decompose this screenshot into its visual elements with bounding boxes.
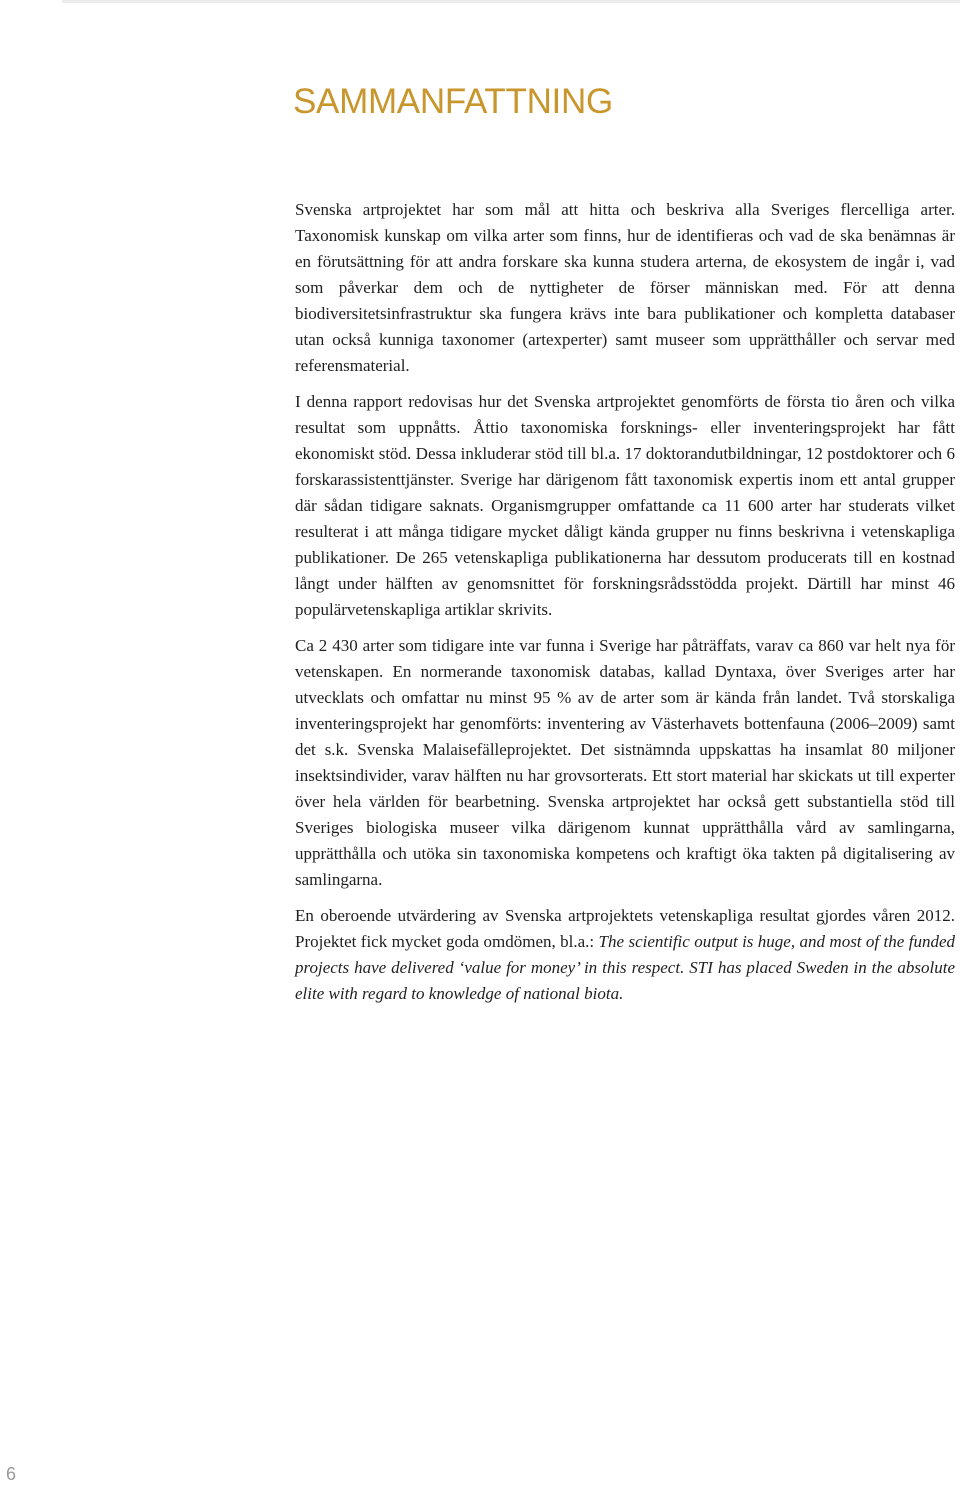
paragraph-4-text: En oberoende utvärdering av Svenska artprojektets vetenskapliga resultat gjordes våren 2012. Projektet fick mycket goda omdömen, bl.a.: [295, 906, 955, 951]
page-number: 6 [6, 1464, 17, 1484]
paragraph-2: I denna rapport redovisas hur det Svenska artprojektet genomförts de första tio åren och vilka resultat som uppnåtts. Åttio taxonomiska forsknings- eller inventeringsprojekt har fått ekonomiskt stöd. Dessa inkluderar stöd till bl.a. 17 doktorandutbildningar, 12 postdoktorer och 6 forskarassistenttjänster. Sverige har därigenom fått taxonomisk expertis inom ett antal grupper där sådan tidigare saknats. Organismgrupper omfattande ca 11 600 arter har studerats vilket resulterat i att många tidigare mycket dåligt kända grupper nu finns beskrivna i vetenskapliga publikationer. De 265 vetenskapliga publikationerna har dessutom producerats till en kostnad långt under hälften av genomsnittet för forskningsrådsstödda projekt. Därtill har minst 46 populärvetenskapliga artiklar skrivits. [295, 392, 955, 619]
paragraph-4 [295, 903, 955, 1007]
paragraph-3: Ca 2 430 arter som tidigare inte var funna i Sverige har påträffats, varav ca 860 var helt nya för vetenskapen. En normerande taxonomisk databas, kallad Dyntaxa, över Sveriges arter har utvecklats och omfattar nu minst 95 % av de arter som är kända från landet. Två storskaliga inventeringsprojekt har genomförts: inventering av Västerhavets bottenfauna (2006–2009) samt det s.k. Svenska Malaisefälleprojektet. Det sistnämnda uppskattas ha insamlat 80 miljoner insektsindivider, varav hälften nu har grovsorterats. Ett stort material har skickats ut till experter över hela världen för bearbetning. Svenska artprojektet har också gett substantiella stöd till Sveriges biologiska museer vilka därigenom kunnat upprätthålla vård av samlingarna, upprätthålla och utöka sin taxonomiska kompetens och kraftigt öka takten på digitalisering av samlingarna. [295, 636, 955, 889]
top-rule [62, 0, 960, 3]
paragraph-1: Svenska artprojektet har som mål att hitta och beskriva alla Sveriges flercelliga arter. Taxonomisk kunskap om vilka arter som finns, hur de identifieras och vad de ska benämnas är en förutsättning för att andra forskare ska kunna studera arterna, de ekosystem de ingår i, vad som påverkar dem och de nyttigheter de förser människan med. För att denna biodiversitetsinfrastruktur ska fungera krävs inte bara publikationer och kompletta databaser utan också kunniga taxonomer (artexperter) samt museer som upprätthåller och servar med referensmaterial. [295, 200, 955, 375]
page-title: SAMMANFATTNING [293, 82, 613, 121]
evaluation-quote: The scientific output is huge, and most of the funded projects have delivered ‘value for money’ in this respect. STI has placed Sweden in the absolute elite with regard to knowledge of national biota. [295, 932, 955, 1003]
summary-body [295, 197, 955, 1017]
